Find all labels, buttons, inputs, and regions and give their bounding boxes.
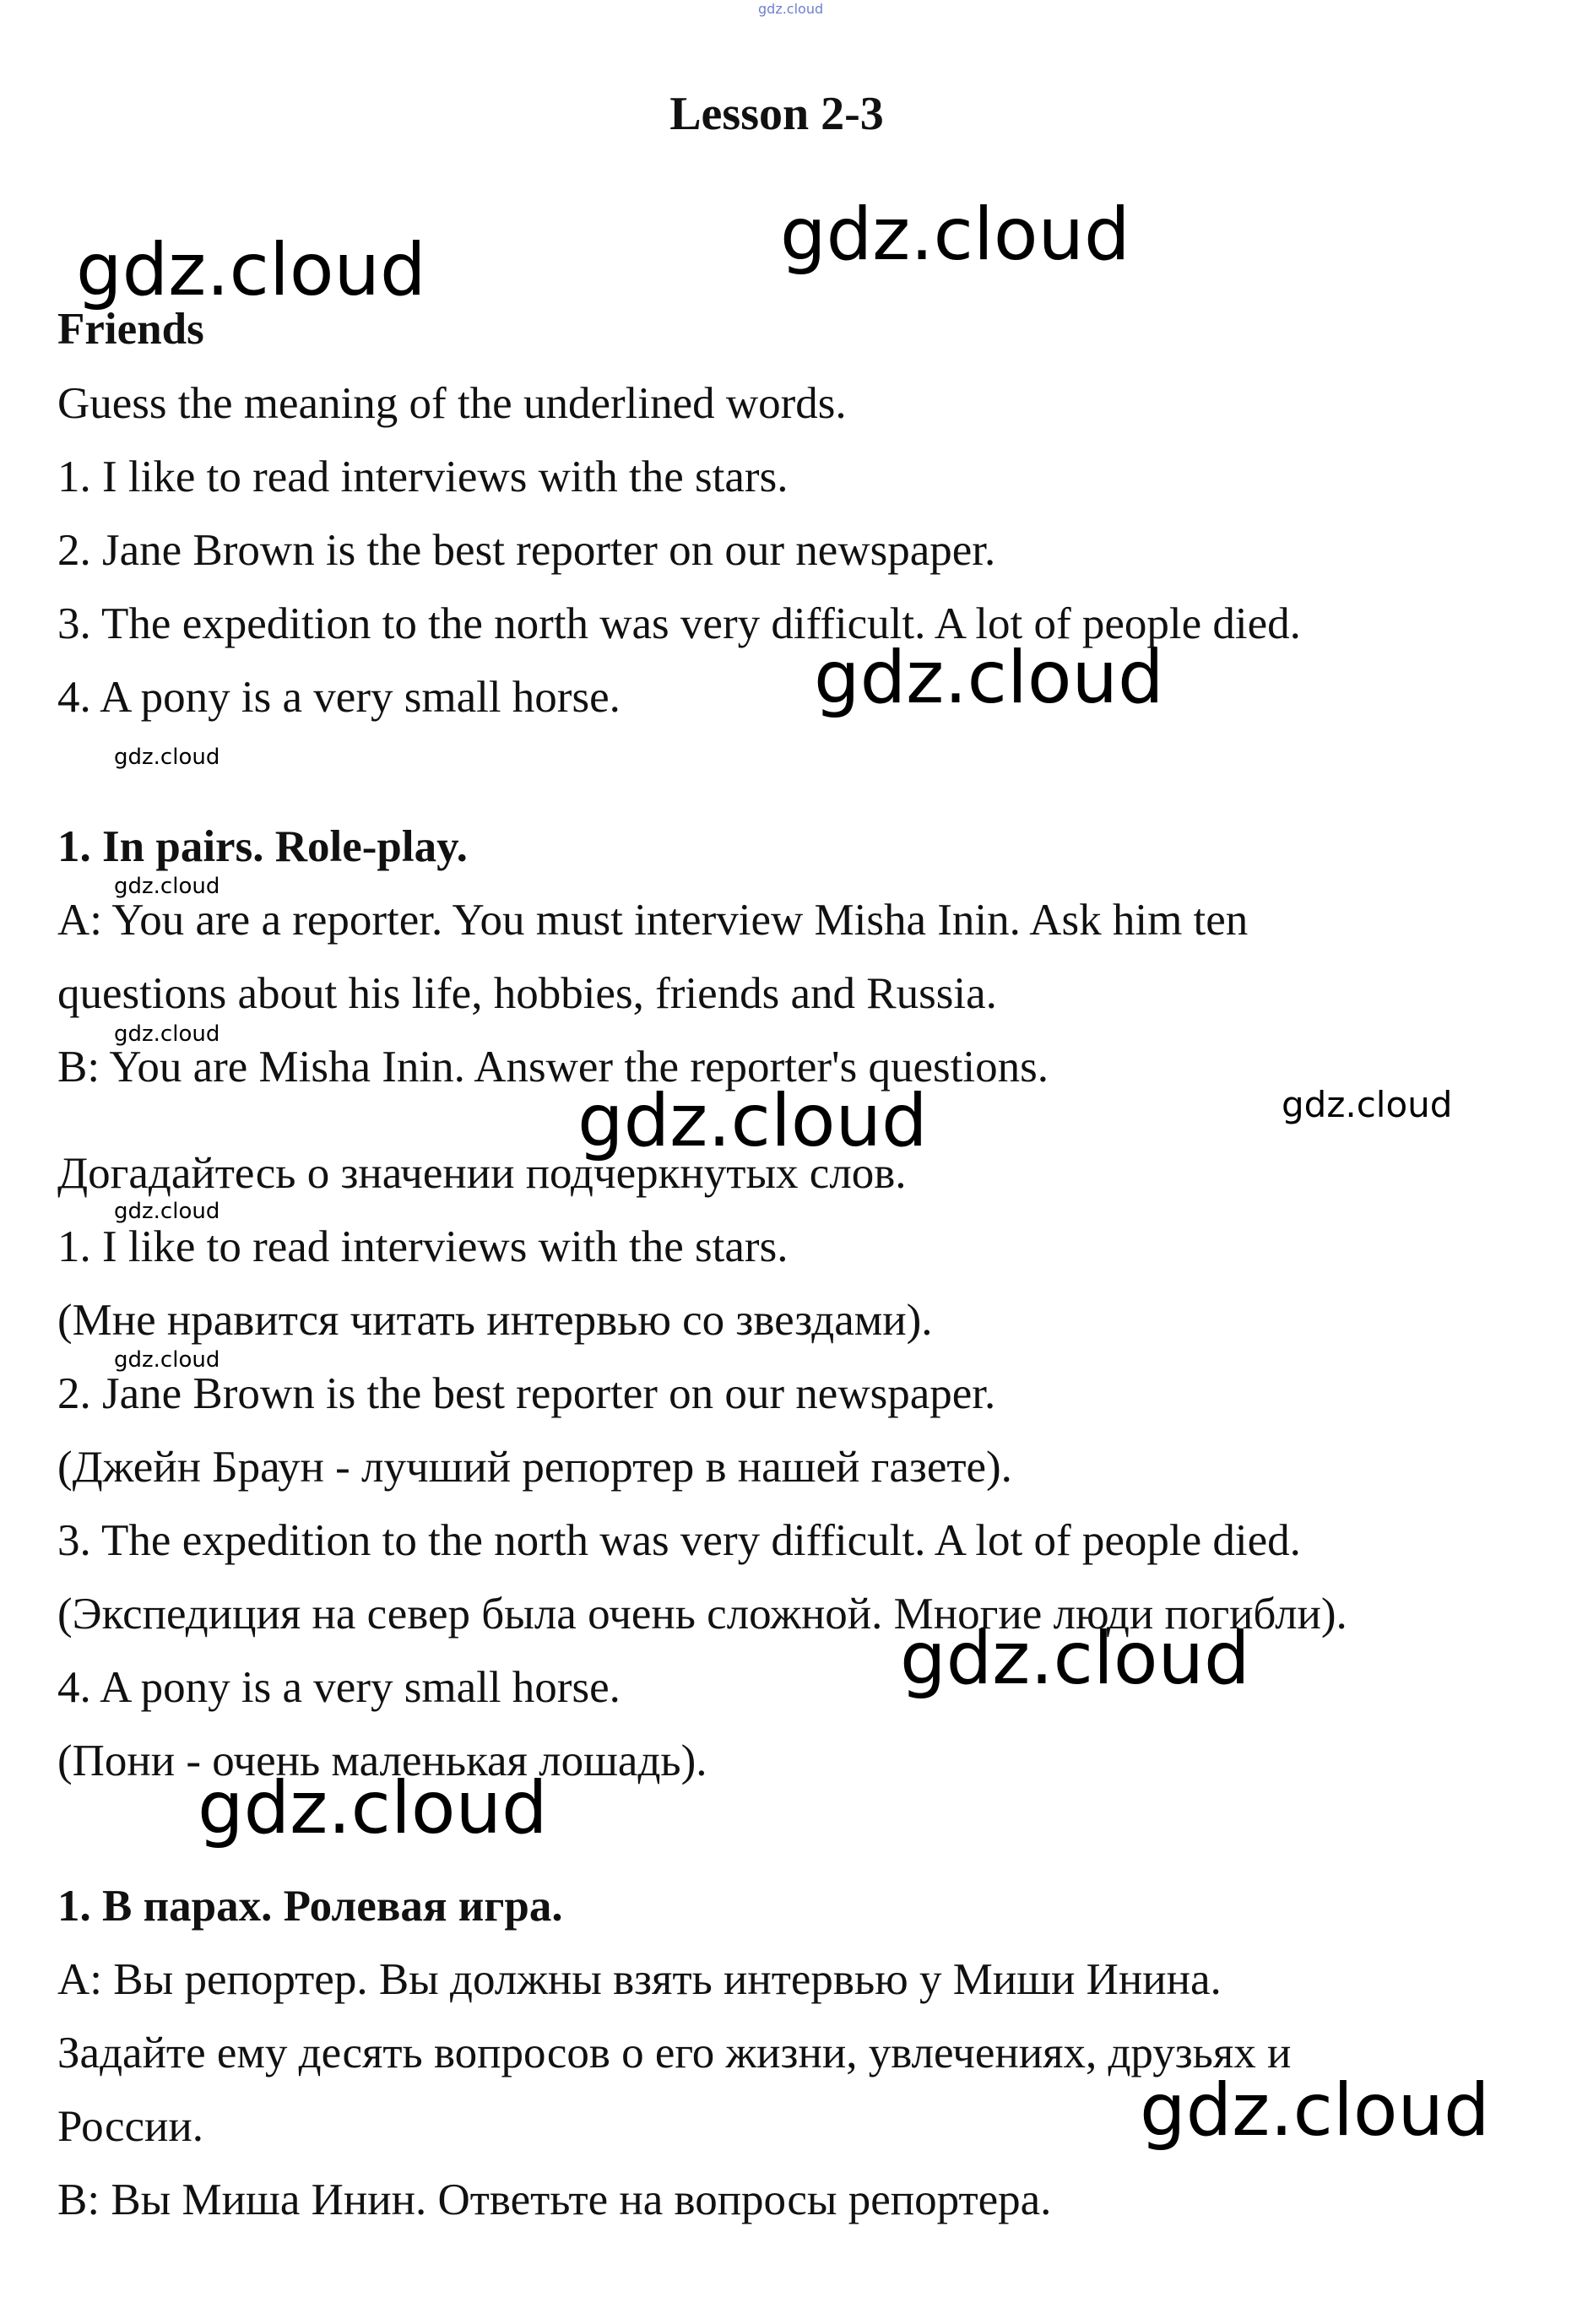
watermark: gdz.cloud (114, 1347, 220, 1373)
english-item-3: 3. The expedition to the north was very difficult. A lot of people died. (57, 599, 1301, 648)
watermark: gdz.cloud (814, 636, 1164, 720)
watermark: gdz.cloud (1282, 1084, 1453, 1125)
watermark: gdz.cloud (577, 1079, 928, 1163)
header-watermark: gdz.cloud (758, 1, 824, 17)
russian-item-3: 3. The expedition to the north was very difficult. A lot of people died. (57, 1516, 1301, 1565)
english-item-1: 1. I like to read interviews with the stars. (57, 452, 789, 501)
russian-item-4-translation: (Пони - очень маленькая лошадь). (57, 1736, 707, 1785)
watermark: gdz.cloud (114, 745, 220, 770)
watermark: gdz.cloud (114, 1199, 220, 1224)
section-heading-friends: Friends (57, 305, 204, 354)
role-a-russian-line-1: A: Вы репортер. Вы должны взять интервью у Миши Инина. (57, 1955, 1222, 2004)
watermark: gdz.cloud (76, 228, 426, 312)
watermark: gdz.cloud (900, 1617, 1250, 1701)
exercise-heading-russian: 1. В парах. Ролевая игра. (57, 1882, 563, 1931)
russian-item-3-translation: (Экспедиция на север была очень сложной. Многие люди погибли). (57, 1590, 1347, 1639)
watermark: gdz.cloud (114, 874, 220, 899)
russian-item-4: 4. A pony is a very small horse. (57, 1663, 621, 1712)
role-a-russian-line-3: России. (57, 2102, 204, 2151)
watermark: gdz.cloud (114, 1021, 220, 1047)
watermark: gdz.cloud (198, 1766, 548, 1850)
role-a-russian-line-2: Задайте ему десять вопросов о его жизни, увлечениях, друзьях и (57, 2029, 1292, 2078)
russian-item-2-translation: (Джейн Браун - лучший репортер в нашей газете). (57, 1443, 1012, 1492)
watermark: gdz.cloud (780, 192, 1130, 277)
watermark: gdz.cloud (1140, 2068, 1490, 2153)
role-b-english: B: You are Misha Inin. Answer the reporter's questions. (57, 1043, 1049, 1092)
russian-item-1: 1. I like to read interviews with the stars. (57, 1222, 789, 1271)
role-b-russian: B: Вы Миша Инин. Ответьте на вопросы репортера. (57, 2175, 1052, 2224)
english-item-2: 2. Jane Brown is the best reporter on our newspaper. (57, 526, 996, 575)
english-item-4: 4. A pony is a very small horse. (57, 673, 621, 722)
russian-item-2: 2. Jane Brown is the best reporter on our newspaper. (57, 1369, 996, 1418)
role-a-english-line-1: A: You are a reporter. You must interview Misha Inin. Ask him ten (57, 896, 1249, 945)
exercise-heading-english: 1. In pairs. Role-play. (57, 822, 468, 871)
instruction-english: Guess the meaning of the underlined words. (57, 379, 847, 428)
instruction-russian: Догадайтесь о значении подчеркнутых слов. (57, 1149, 907, 1198)
role-a-english-line-2: questions about his life, hobbies, friends and Russia. (57, 969, 997, 1018)
russian-item-1-translation: (Мне нравится читать интервью со звездами). (57, 1296, 933, 1345)
page-title: Lesson 2-3 (669, 88, 884, 140)
